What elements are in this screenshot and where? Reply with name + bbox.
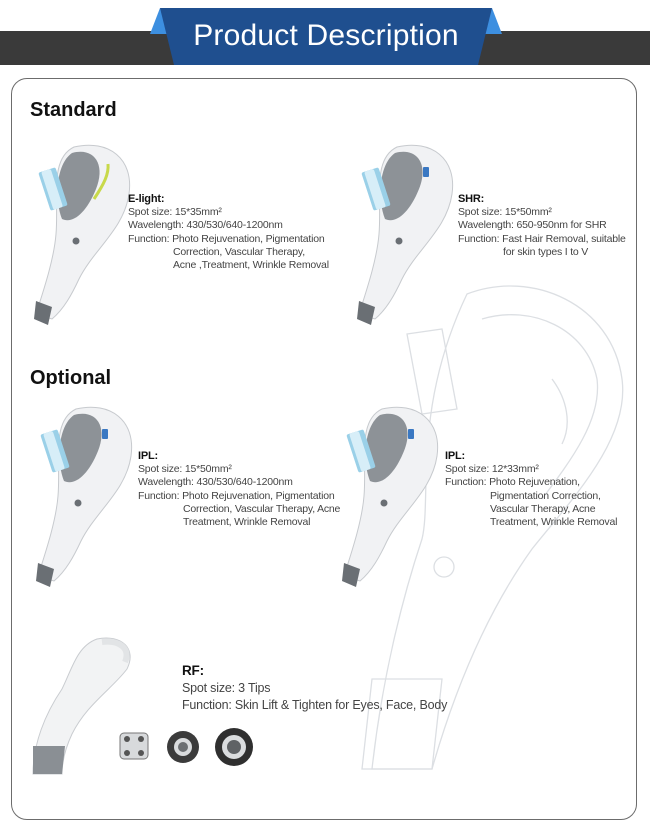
ipl1-function-3: Treatment, Wrinkle Removal bbox=[183, 516, 311, 529]
ipl1-spot: 15*50mm² bbox=[184, 463, 232, 476]
rf-spec: RF: Spot size: 3 Tips Function: Skin Lift & Tighten for Eyes, Face, Body bbox=[182, 663, 448, 712]
ipl2-function-2: Pigmentation Correction, bbox=[490, 489, 601, 502]
ipl2-spec: IPL: Spot size: 12*33mm² Function: Photo Rejuvenation, Pigmentation Correction, Vascular Therapy, Acne Treatment, Wrinkle Removal bbox=[445, 450, 618, 529]
shr-spot: 15*50mm² bbox=[504, 206, 552, 219]
ipl1-function-2: Correction, Vascular Therapy, Acne bbox=[183, 502, 341, 515]
section-optional: Optional bbox=[30, 367, 112, 389]
rf-tips-image bbox=[117, 727, 257, 777]
shr-function-2: for skin types I to V bbox=[503, 245, 589, 258]
ipl2-spot: 12*33mm² bbox=[491, 463, 539, 476]
ipl1-wavelength: 430/530/640-1200nm bbox=[196, 476, 293, 489]
rf-spot: 3 Tips bbox=[238, 681, 271, 695]
shr-name: SHR: bbox=[458, 193, 485, 205]
elight-function-1: Photo Rejuvenation, Pigmentation bbox=[172, 232, 325, 245]
ipl1-function-1: Photo Rejuvenation, Pigmentation bbox=[182, 489, 335, 502]
elight-function-2: Correction, Vascular Therapy, bbox=[173, 245, 305, 258]
ipl1-name: IPL: bbox=[138, 450, 158, 462]
elight-spec: E-light: Spot size: 15*35mm² Wavelength: 430/530/640-1200nm Function: Photo Rejuvenation, Pigmentation Correction, Vascular Therapy, Acne ,Treatment, Wrinkle Removal bbox=[128, 193, 329, 272]
elight-name: E-light: bbox=[128, 193, 165, 205]
ipl2-name: IPL: bbox=[445, 450, 465, 462]
elight-function-3: Acne ,Treatment, Wrinkle Removal bbox=[173, 259, 329, 272]
product-card bbox=[11, 78, 637, 820]
shr-spec: SHR: Spot size: 15*50mm² Wavelength: 650-950nm for SHR Function: Fast Hair Removal, suitable for skin types I to V bbox=[458, 193, 626, 258]
ipl-handpiece-image-1 bbox=[26, 401, 136, 591]
elight-wavelength: 430/530/640-1200nm bbox=[186, 219, 283, 232]
ipl2-function-4: Treatment, Wrinkle Removal bbox=[490, 516, 618, 529]
page-title: Product Description bbox=[193, 19, 459, 52]
rf-function: Skin Lift & Tighten for Eyes, Face, Body bbox=[234, 698, 448, 712]
ipl2-function-1: Photo Rejuvenation, bbox=[489, 476, 580, 489]
ipl-handpiece-image-2 bbox=[332, 401, 442, 591]
ipl2-function-3: Vascular Therapy, Acne bbox=[490, 502, 596, 515]
shr-function-1: Fast Hair Removal, suitable bbox=[502, 232, 626, 245]
shr-wavelength: 650-950nm for SHR bbox=[516, 219, 607, 232]
elight-spot: 15*35mm² bbox=[174, 206, 222, 219]
ipl1-spec: IPL: Spot size: 15*50mm² Wavelength: 430/530/640-1200nm Function: Photo Rejuvenation, Pigmentation Correction, Vascular Therapy, Acne Treatment, Wrinkle Removal bbox=[138, 450, 341, 529]
section-standard: Standard bbox=[30, 99, 117, 121]
shr-handpiece-image bbox=[347, 139, 457, 329]
rf-name: RF: bbox=[182, 663, 204, 678]
elight-handpiece-image bbox=[24, 139, 134, 329]
